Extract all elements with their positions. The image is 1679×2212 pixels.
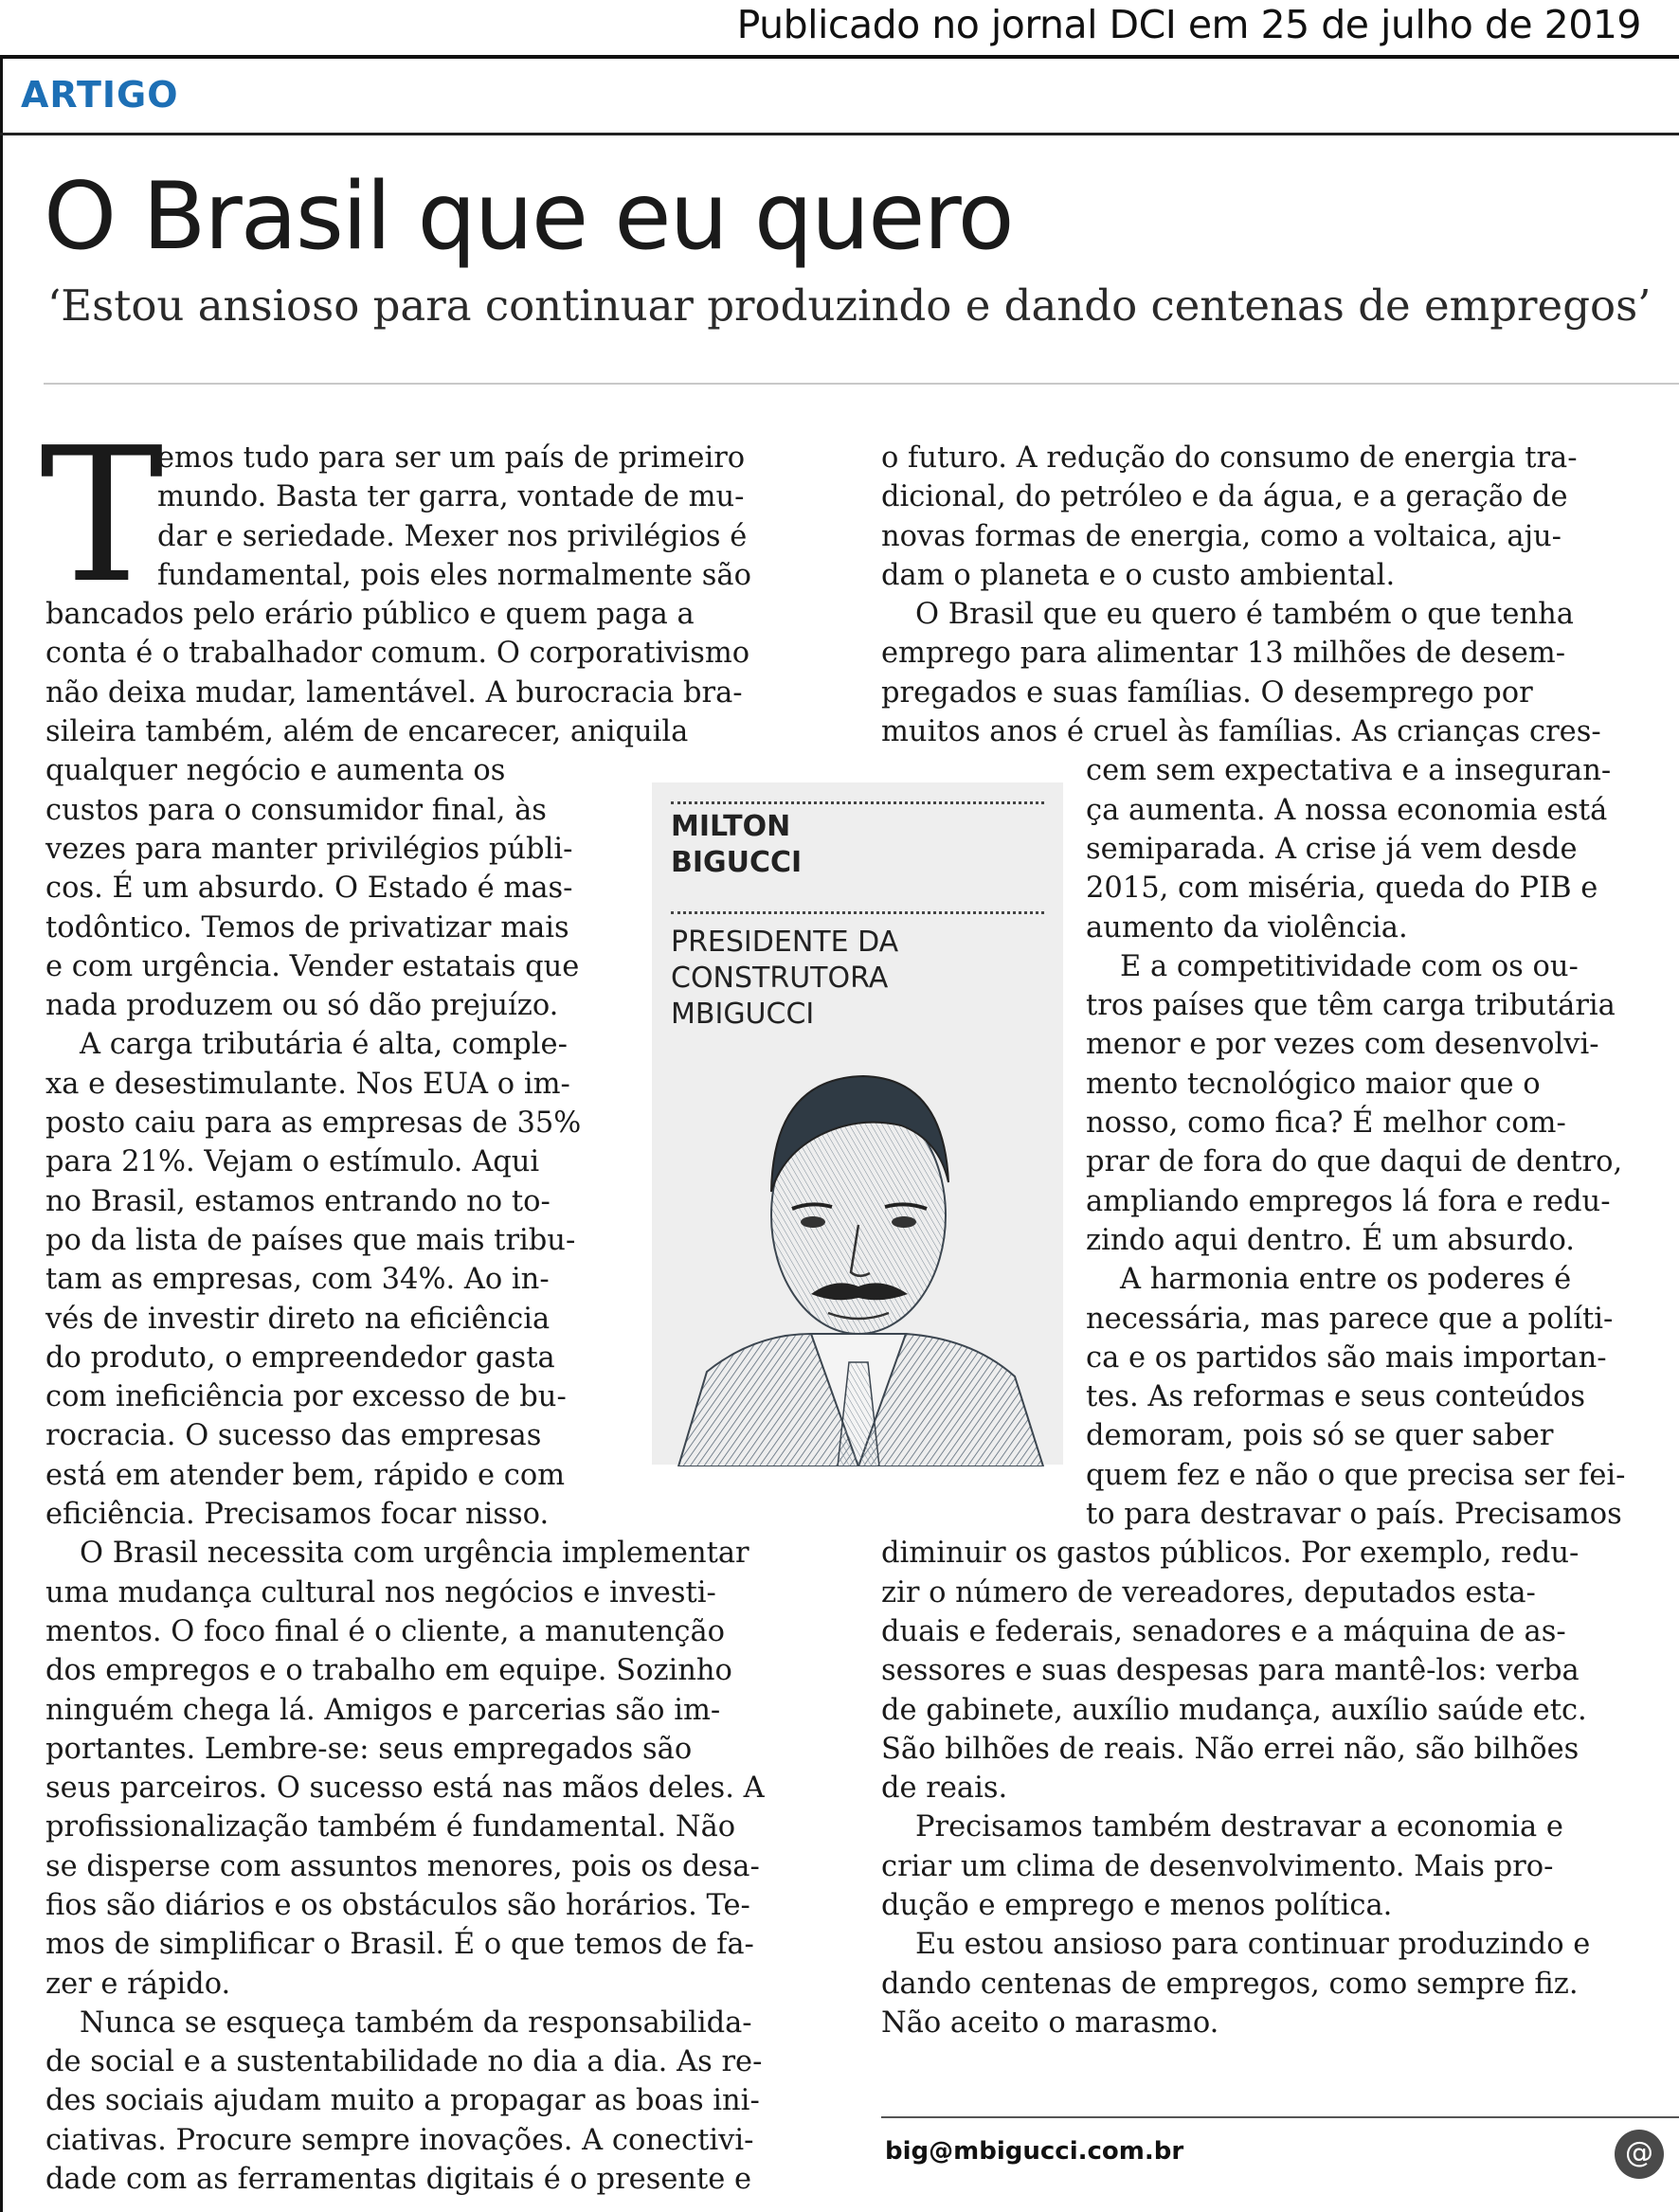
article-line: sileira também, além de encarecer, aniquila	[45, 715, 689, 749]
article-line: Não aceito o marasmo.	[881, 2005, 1219, 2040]
article-line: zir o número de vereadores, deputados esta-	[881, 1575, 1536, 1610]
article-line: menor e por vezes com desenvolvi-	[1086, 1028, 1599, 1062]
section-rule	[0, 133, 1679, 135]
author-name-line: BIGUCCI	[671, 846, 803, 879]
article-line: de reais.	[881, 1771, 1008, 1806]
article-line: nosso, como fica? É melhor com-	[1086, 1106, 1566, 1141]
article-line: O Brasil necessita com urgência implementar	[80, 1537, 749, 1571]
article-line: sessores e suas despesas para mantê-los: verba	[881, 1654, 1580, 1688]
article-line: zer e rápido.	[45, 1967, 231, 2001]
article-line: zindo aqui dentro. É um absurdo.	[1086, 1223, 1575, 1257]
article-line: emprego para alimentar 13 milhões de desem-	[881, 637, 1566, 671]
author-email-link[interactable]: big@mbigucci.com.br	[885, 2137, 1184, 2166]
left-rule	[0, 55, 3, 2212]
author-name-line: MILTON	[671, 810, 791, 843]
top-rule	[0, 55, 1679, 59]
author-title-line: PRESIDENTE DA	[671, 926, 899, 959]
article-line: custos para o consumidor final, às	[45, 793, 547, 827]
article-line: dução e emprego e menos política.	[881, 1888, 1393, 1922]
article-line: muitos anos é cruel às famílias. As crianças cres-	[881, 715, 1601, 749]
article-line: para 21%. Vejam o estímulo. Aqui	[45, 1145, 540, 1179]
article-line: cos. É um absurdo. O Estado é mas-	[45, 872, 573, 906]
article-line: qualquer negócio e aumenta os	[45, 754, 506, 788]
article-line: tes. As reformas e seus conteúdos	[1086, 1380, 1586, 1414]
article-line: do produto, o empreendedor gasta	[45, 1340, 555, 1375]
article-line: emos tudo para ser um país de primeiro	[157, 441, 746, 475]
article-line: nada produzem ou só dão prejuízo.	[45, 989, 559, 1023]
article-line: necessária, mas parece que a políti-	[1086, 1302, 1614, 1336]
byline-dotted-rule	[671, 911, 1044, 914]
article-line: ça aumenta. A nossa economia está	[1086, 793, 1608, 827]
article-line: conta é o trabalhador comum. O corporativismo	[45, 637, 750, 671]
article-line: seus parceiros. O sucesso está nas mãos deles. A	[45, 1771, 765, 1806]
author-title-line: MBIGUCCI	[671, 998, 815, 1031]
byline-box	[652, 782, 1063, 1465]
article-line: quem fez e não o que precisa ser fei-	[1086, 1458, 1626, 1492]
article-line: E a competitividade com os ou-	[1120, 949, 1579, 983]
article-line: dos empregos e o trabalho em equipe. Sozinho	[45, 1654, 732, 1688]
article-line: Precisamos também destravar a economia e	[915, 1810, 1563, 1844]
article-line: mundo. Basta ter garra, vontade de mu-	[157, 480, 745, 514]
article-line: está em atender bem, rápido e com	[45, 1458, 566, 1492]
article-line: O Brasil que eu quero é também o que tenha	[915, 598, 1574, 632]
publication-line: Publicado no jornal DCI em 25 de julho de 2019	[736, 2, 1641, 47]
article-line: novas formas de energia, como a voltaica, aju-	[881, 519, 1562, 553]
article-line: semiparada. A crise já vem desde	[1086, 832, 1578, 866]
article-line: dade com as ferramentas digitais é o presente e	[45, 2163, 752, 2197]
article-line: tros países que têm carga tributária	[1086, 989, 1616, 1023]
article-line: ninguém chega lá. Amigos e parcerias são im-	[45, 1693, 721, 1727]
article-line: não deixa mudar, lamentável. A burocracia bra-	[45, 675, 743, 710]
article-line: dicional, do petróleo e da água, e a geração de	[881, 480, 1568, 514]
article-line: portantes. Lembre-se: seus empregados são	[45, 1732, 693, 1766]
article-line: ca e os partidos são mais importan-	[1086, 1340, 1607, 1375]
article-line: pregados e suas famílias. O desemprego por	[881, 675, 1533, 710]
article-line: A harmonia entre os poderes é	[1120, 1263, 1572, 1297]
article-line: 2015, com miséria, queda do PIB e	[1086, 872, 1598, 906]
article-line: se disperse com assuntos menores, pois os desa-	[45, 1849, 760, 1883]
article-line: o futuro. A redução do consumo de energia tra-	[881, 441, 1578, 475]
article-line: todôntico. Temos de privatizar mais	[45, 910, 569, 944]
article-line: São bilhões de reais. Não errei não, são bilhões	[881, 1732, 1580, 1766]
article-line: de social e a sustentabilidade no dia a dia. As re-	[45, 2045, 763, 2079]
article-line: Eu estou ansioso para continuar produzindo e	[915, 1928, 1591, 1962]
article-line: cem sem expectativa e a inseguran-	[1086, 754, 1612, 788]
article-line: mento tecnológico maior que o	[1086, 1067, 1541, 1101]
article-line: to para destravar o país. Precisamos	[1086, 1498, 1622, 1532]
article-line: demoram, pois só se quer saber	[1086, 1419, 1554, 1453]
article-line: no Brasil, estamos entrando no to-	[45, 1184, 551, 1218]
article-line: dam o planeta e o custo ambiental.	[881, 558, 1396, 592]
section-label: ARTIGO	[21, 74, 179, 116]
article-line: uma mudança cultural nos negócios e investi-	[45, 1575, 716, 1610]
article-line: fundamental, pois eles normalmente são	[157, 558, 751, 592]
article-line: vezes para manter privilégios públi-	[45, 832, 573, 866]
article-line: tam as empresas, com 34%. Ao in-	[45, 1263, 550, 1297]
article-line: A carga tributária é alta, comple-	[80, 1028, 568, 1062]
author-title-line: CONSTRUTORA	[671, 962, 889, 995]
article-line: vés de investir direto na eficiência	[45, 1302, 551, 1336]
email-at-icon: @	[1615, 2130, 1664, 2179]
article-line: ampliando empregos lá fora e redu-	[1086, 1184, 1611, 1218]
article-line: Nunca se esqueça também da responsabilida-	[80, 2005, 752, 2040]
article-line: fios são diários e os obstáculos são horários. Te-	[45, 1888, 750, 1922]
article-line: de gabinete, auxílio mudança, auxílio saúde etc.	[881, 1693, 1587, 1727]
article-line: bancados pelo erário público e quem paga a	[45, 598, 695, 632]
drop-cap: T	[40, 408, 164, 624]
author-portrait-illustration	[669, 1050, 1048, 1466]
article-line: com ineficiência por excesso de bu-	[45, 1380, 567, 1414]
article-line: rocracia. O sucesso das empresas	[45, 1419, 542, 1453]
article-line: e com urgência. Vender estatais que	[45, 949, 580, 983]
article-line: ciativas. Procure sempre inovações. A conectivi-	[45, 2123, 754, 2157]
article-line: posto caiu para as empresas de 35%	[45, 1106, 582, 1141]
article-line: dar e seriedade. Mexer nos privilégios é	[157, 519, 748, 553]
deck-rule	[44, 383, 1679, 385]
article-line: diminuir os gastos públicos. Por exemplo, redu-	[881, 1537, 1580, 1571]
article-line: duais e federais, senadores e a máquina de as-	[881, 1614, 1566, 1648]
byline-dotted-rule	[671, 801, 1044, 804]
article-line: mos de simplificar o Brasil. É o que temos de fa-	[45, 1928, 754, 1962]
article-line: dando centenas de empregos, como sempre fiz.	[881, 1967, 1579, 2001]
article-line: eficiência. Precisamos focar nisso.	[45, 1498, 550, 1532]
article-line: xa e desestimulante. Nos EUA o im-	[45, 1067, 570, 1101]
article-line: des sociais ajudam muito a propagar as boas ini-	[45, 2084, 760, 2118]
article-line: criar um clima de desenvolvimento. Mais pro-	[881, 1849, 1554, 1883]
footer-rule	[881, 2116, 1679, 2118]
deck-subtitle: ‘Estou ansioso para continuar produzindo e dando centenas de empregos’	[47, 280, 1652, 331]
article-line: profissionalização também é fundamental. Não	[45, 1810, 736, 1844]
article-line: prar de fora do que daqui de dentro,	[1086, 1145, 1623, 1179]
article-line: mentos. O foco final é o cliente, a manutenção	[45, 1614, 726, 1648]
headline: O Brasil que eu quero	[44, 163, 1013, 271]
article-line: po da lista de países que mais tribu-	[45, 1223, 576, 1257]
author-title	[671, 925, 898, 1033]
article-line: aumento da violência.	[1086, 910, 1408, 944]
author-name	[671, 809, 802, 881]
